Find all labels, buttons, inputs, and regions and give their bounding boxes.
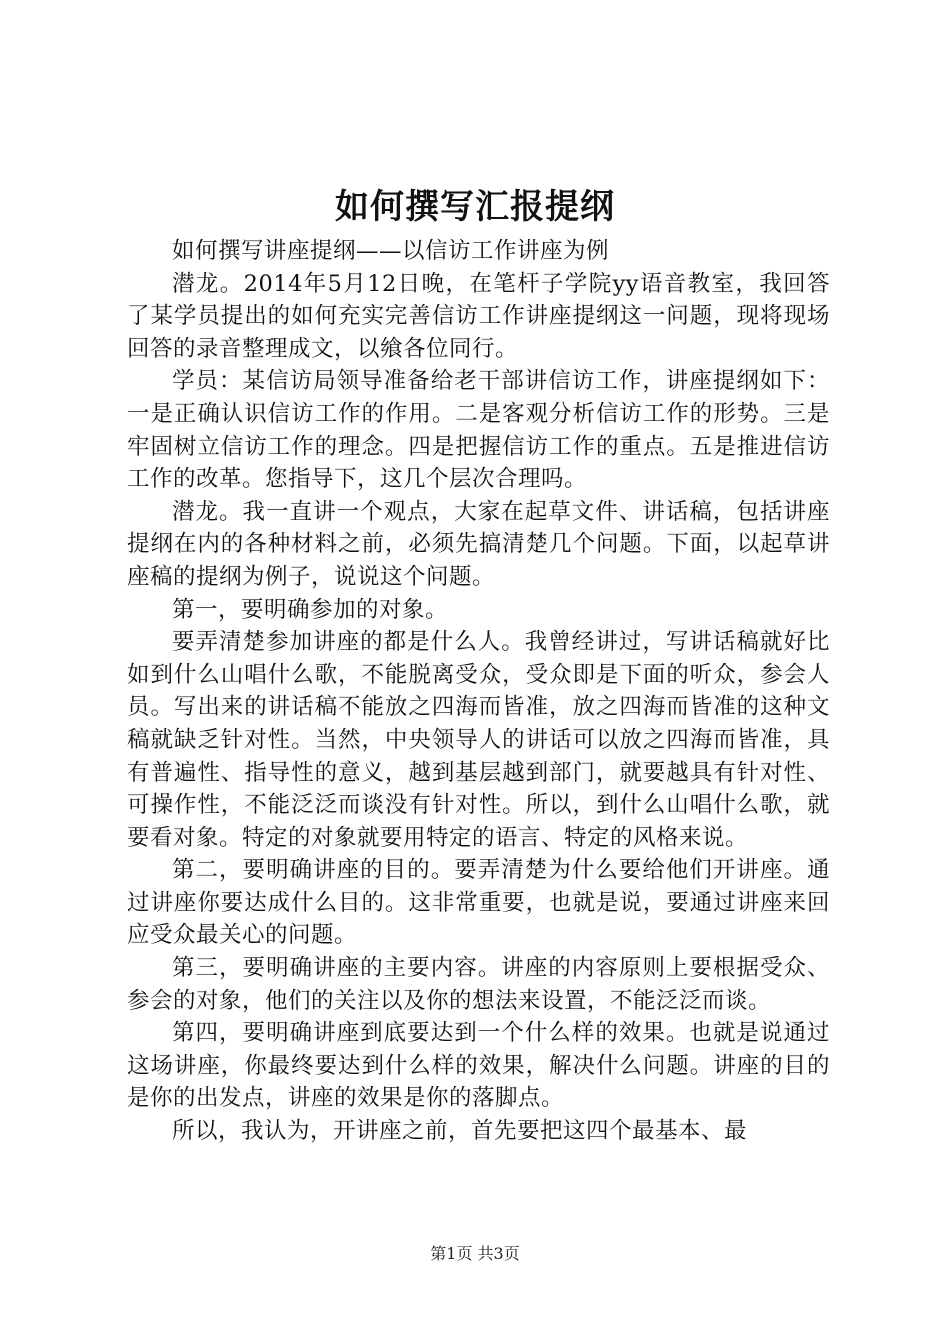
body-paragraph: 第四，要明确讲座到底要达到一个什么样的效果。也就是说通过这场讲座，你最终要达到什么样的效果，解决什么问题。讲座的目的是你的出发点，讲座的效果是你的落脚点。	[127, 1020, 830, 1112]
body-paragraph: 第一，要明确参加的对象。	[172, 596, 449, 623]
page-number-footer: 第1页 共3页	[430, 1244, 520, 1263]
body-paragraph: 潜龙。2014年5月12日晚，在笔杆子学院yy语音教室，我回答了某学员提出的如何充实完善信访工作讲座提纲这一问题，现将现场回答的录音整理成文，以飨各位同行。	[127, 270, 830, 362]
body-paragraph: 潜龙。我一直讲一个观点，大家在起草文件、讲话稿，包括讲座提纲在内的各种材料之前，必须先搞清楚几个问题。下面，以起草讲座稿的提纲为例子，说说这个问题。	[127, 498, 830, 590]
body-paragraph: 要弄清楚参加讲座的都是什么人。我曾经讲过，写讲话稿就好比如到什么山唱什么歌，不能脱离受众，受众即是下面的听众，参会人员。写出来的讲话稿不能放之四海而皆准，放之四海而皆准的这种文稿就缺乏针对性。当然，中央领导人的讲话可以放之四海而皆准，具有普遍性、指导性的意义，越到基层越到部门，就要越具有针对性、可操作性，不能泛泛而谈没有针对性。所以，到什么山唱什么歌，就要看对象。特定的对象就要用特定的语言、特定的风格来说。	[127, 629, 830, 851]
document-body	[127, 235, 830, 1148]
body-paragraph: 所以，我认为，开讲座之前，首先要把这四个最基本、最	[172, 1118, 748, 1145]
body-paragraph: 学员：某信访局领导准备给老干部讲信访工作，讲座提纲如下：一是正确认识信访工作的作用。二是客观分析信访工作的形势。三是牢固树立信访工作的理念。四是把握信访工作的重点。五是推进信访工作的改革。您指导下，这几个层次合理吗。	[127, 368, 830, 493]
document-title: 如何撰写汇报提纲	[335, 187, 615, 227]
body-paragraph: 第二，要明确讲座的目的。要弄清楚为什么要给他们开讲座。通过讲座你要达成什么目的。这非常重要，也就是说，要通过讲座来回应受众最关心的问题。	[127, 857, 830, 949]
body-paragraph: 第三，要明确讲座的主要内容。讲座的内容原则上要根据受众、参会的对象，他们的关注以及你的想法来设置，不能泛泛而谈。	[127, 955, 830, 1014]
subtitle-paragraph: 如何撰写讲座提纲——以信访工作讲座为例	[172, 238, 610, 264]
